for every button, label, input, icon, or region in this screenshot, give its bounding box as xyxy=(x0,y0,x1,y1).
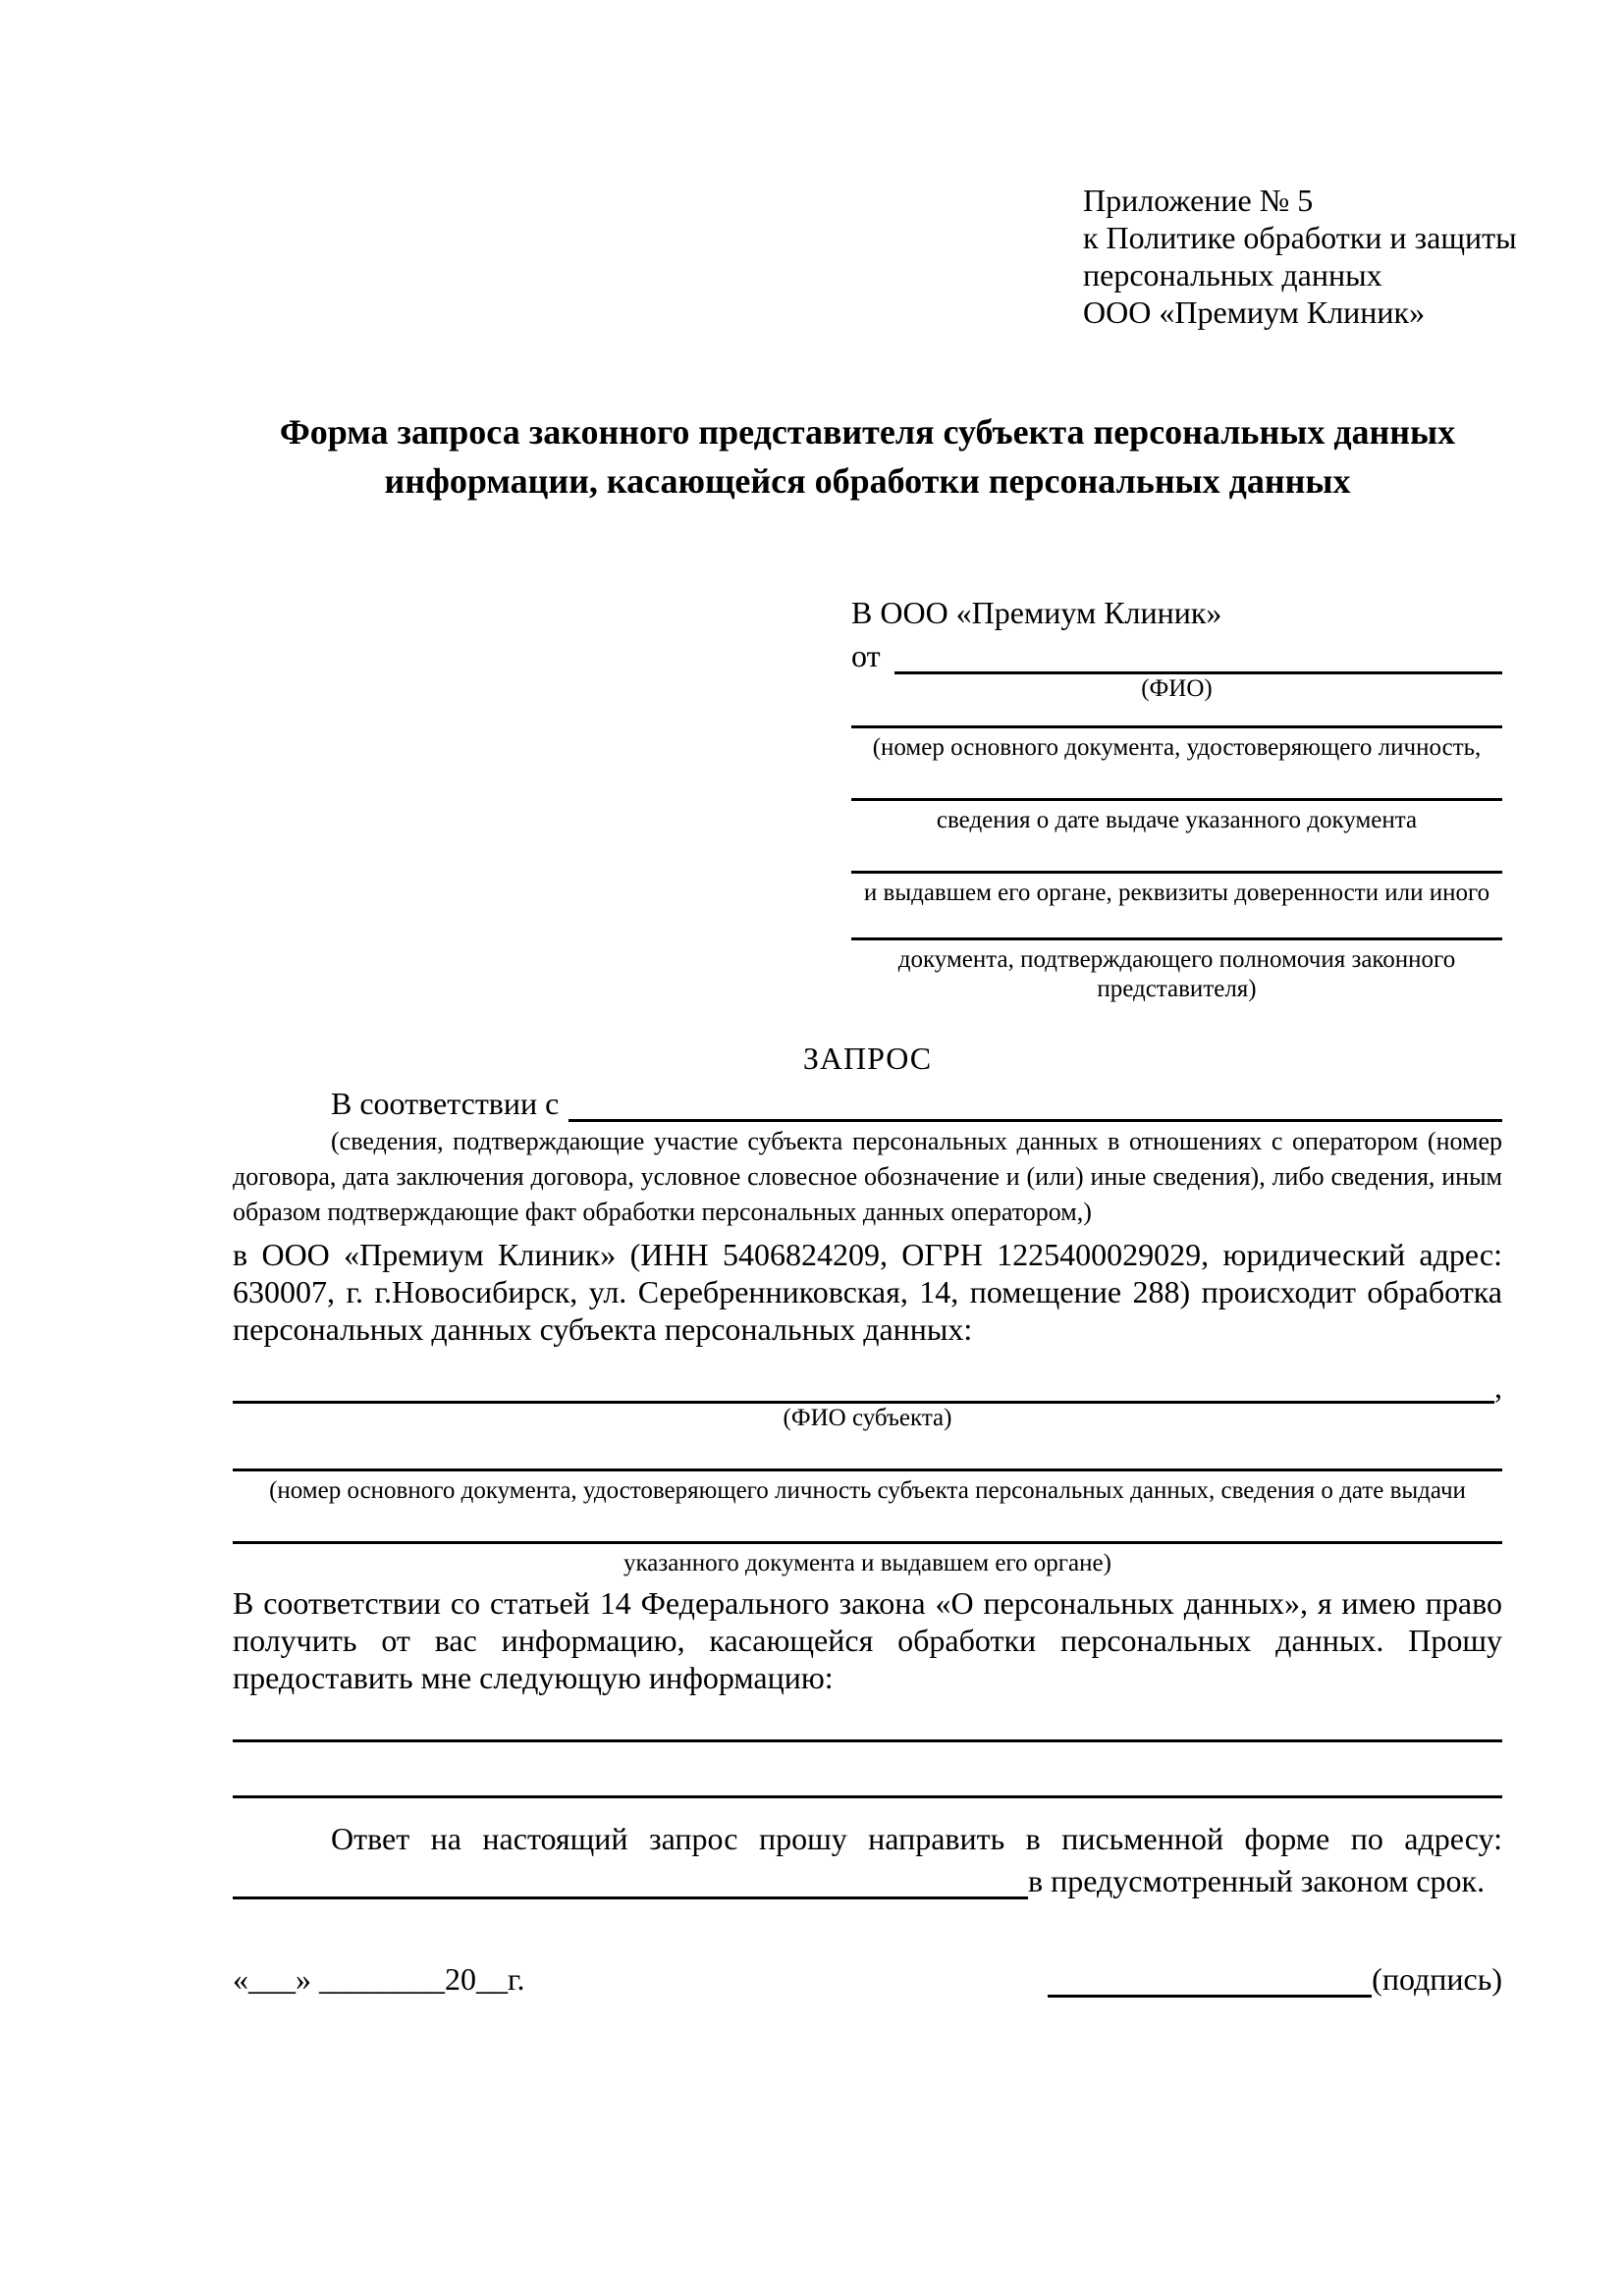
subject-doc-caption-2: указанного документа и выдавшем его органе) xyxy=(623,1550,1111,1576)
doc-fill-line-3[interactable] xyxy=(851,871,1502,874)
form-title-line1: Форма запроса законного представителя субъекта персональных данных xyxy=(279,412,1456,452)
appendix-line: ООО «Премиум Клиник» xyxy=(1083,294,1426,330)
appendix-block xyxy=(1083,182,1517,331)
doc-blank-group xyxy=(851,871,1502,908)
intro-row xyxy=(233,1085,1502,1122)
fio-caption: (ФИО) xyxy=(1141,675,1213,702)
reply-address-row xyxy=(233,1857,1502,1899)
subject-doc-group xyxy=(233,1541,1502,1578)
doc-caption-1: (номер основного документа, удостоверяющего личность, xyxy=(872,734,1482,761)
subject-fio-caption: (ФИО субъекта) xyxy=(783,1405,952,1431)
intro-label: В соответствии с xyxy=(331,1086,560,1121)
addressee-to: В ООО «Премиум Клиник» xyxy=(851,595,1222,630)
from-row xyxy=(851,637,1502,674)
addressee-block xyxy=(851,594,1502,1004)
doc-fill-line-1[interactable] xyxy=(851,725,1502,728)
info-fill-line-2[interactable] xyxy=(233,1795,1502,1798)
subject-doc-caption-1: (номер основного документа, удостоверяющего личность субъекта персональных данных, сведения о дате выдачи xyxy=(269,1477,1466,1504)
signature-block xyxy=(1048,1960,1502,1998)
from-label: от xyxy=(851,638,881,673)
doc-caption-2: сведения о дате выдаче указанного документа xyxy=(936,807,1418,833)
law-paragraph: В соответствии со статьей 14 Федерального закона «О персональных данных», я имею право получить от вас информацию, касающейся обработки персональных данных. Прошу предоставить мне следующую информацию: xyxy=(233,1585,1502,1695)
subject-fio-fill-line[interactable] xyxy=(233,1363,1494,1404)
subject-doc-group xyxy=(233,1468,1502,1506)
appendix-line: Приложение № 5 xyxy=(1083,183,1314,218)
form-title-line2: информации, касающейся обработки персональных данных xyxy=(384,461,1351,501)
appendix-line: к Политике обработки и защиты xyxy=(1083,220,1517,255)
doc-blank-group xyxy=(851,725,1502,763)
date-line[interactable]: «___» ________20__г. xyxy=(233,1961,525,1997)
signature-fill-line[interactable] xyxy=(1048,1961,1372,1998)
form-title xyxy=(233,407,1502,506)
doc-fill-line-4[interactable] xyxy=(851,937,1502,940)
subject-doc-fill-line-1[interactable] xyxy=(233,1468,1502,1471)
doc-fill-line-2[interactable] xyxy=(851,798,1502,801)
doc-caption-4: документа, подтверждающего полномочия законного представителя) xyxy=(897,946,1456,1002)
doc-blank-group xyxy=(851,937,1502,1004)
info-fill-line-1[interactable] xyxy=(233,1739,1502,1742)
appendix-line: персональных данных xyxy=(1083,257,1382,293)
trailing-comma: , xyxy=(1494,1369,1502,1405)
signature-caption: (подпись) xyxy=(1372,1961,1502,1997)
subject-fio-row xyxy=(233,1363,1502,1404)
intro-fill-line[interactable] xyxy=(568,1086,1502,1122)
footer-row xyxy=(233,1960,1502,1998)
reply-paragraph: Ответ на настоящий запрос прошу направить в письменной форме по адресу: xyxy=(331,1821,1502,1856)
doc-blank-group xyxy=(851,798,1502,835)
subject-doc-fill-line-2[interactable] xyxy=(233,1541,1502,1544)
intro-caption: (сведения, подтверждающие участие субъекта персональных данных в отношениях с оператором (номер договора, дата заключения договора, условное словесное обозначение и (или) иные сведения), либо сведения, иным образом подтверждающие факт обработки персональных данных оператором,) xyxy=(233,1127,1502,1226)
doc-caption-3: и выдавшем его органе, реквизиты доверенности или иного xyxy=(863,880,1490,906)
from-fill-line[interactable] xyxy=(894,638,1502,674)
reply-tail: в предусмотренный законом срок. xyxy=(1028,1863,1486,1898)
operator-paragraph: в ООО «Премиум Клиник» (ИНН 5406824209, ОГРН 1225400029029, юридический адрес: 630007, г. г.Новосибирск, ул. Серебренниковская, 14, помещение 288) происходит обработка персональных данных субъекта персональных данных: xyxy=(233,1237,1502,1347)
address-fill-line[interactable] xyxy=(233,1857,1028,1899)
request-heading: ЗАПРОС xyxy=(802,1041,933,1076)
